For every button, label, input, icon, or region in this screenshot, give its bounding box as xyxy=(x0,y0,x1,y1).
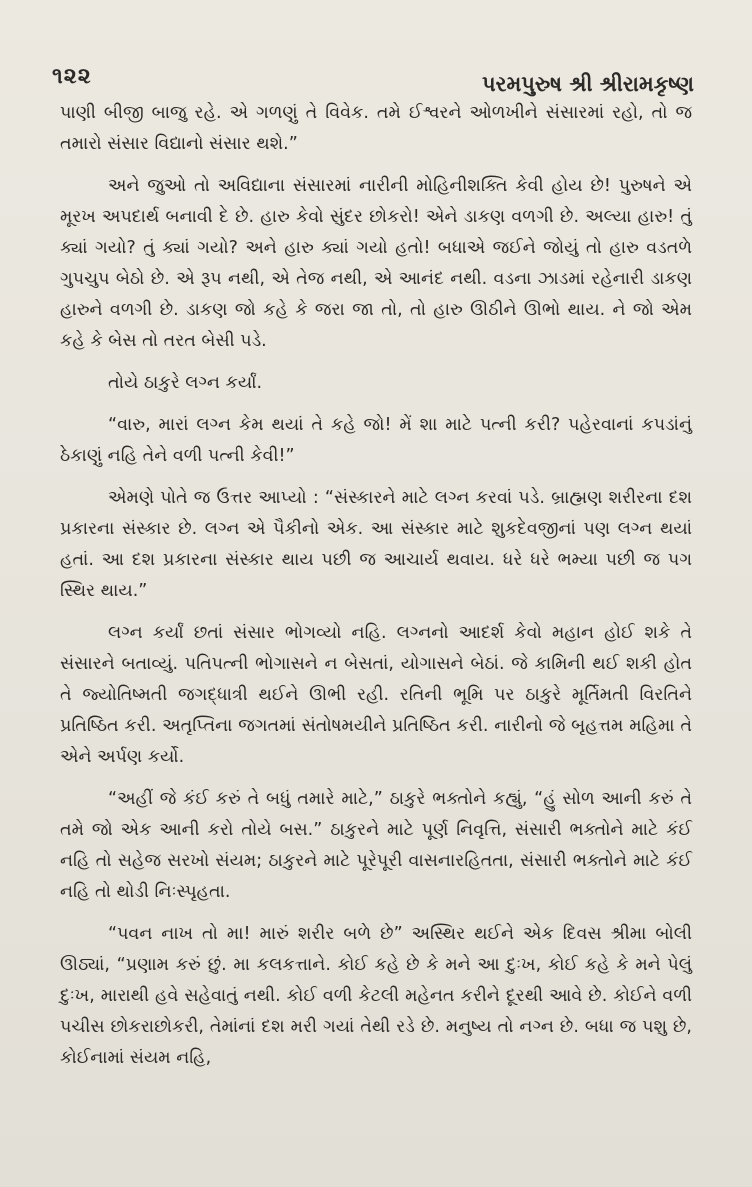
paragraph-8: “પવન નાખ તો મા! મારું શરીર બળે છે” અસ્થિર થઈને એક દિવસ શ્રીમા બોલી ઊઠ્યાં, “પ્રણામ કરું છું. મા કલકત્તાને. કોઈ કહે છે કે મને આ દુઃખ, કોઈ કહે કે મને પેલું દુઃખ, મારાથી હવે સહેવાતું નથી. કોઈ વળી કેટલી મહેનત કરીને દૂરથી આવે છે. કોઈને વળી પચીસ છોકરાછોકરી, તેમાંનાં દશ મરી ગયાં તેથી રડે છે. મનુષ્ય તો નગ્ન છે. બધા જ પશુ છે, કોઈનામાં સંયમ નહિ, xyxy=(60,924,692,1068)
body-text xyxy=(60,98,692,1074)
paragraph-4: “વારુ, મારાં લગ્ન કેમ થયાં તે કહે જો! મેં શા માટે પત્ની કરી? પહેરવાનાં કપડાંનું ઠેકાણું નહિ તેને વળી પત્ની કેવી!” xyxy=(60,415,692,466)
paragraph-6: લગ્ન કર્યાં છતાં સંસાર ભોગવ્યો નહિ. લગ્નનો આદર્શ કેવો મહાન હોઈ શકે તે સંસારને બતાવ્યું. પતિપત્ની ભોગાસને ન બેસતાં, યોગાસને બેઠાં. જે કામિની થઈ શકી હોત તે જ્યોતિષ્મતી જગદ્ધાત્રી થઈને ઊભી રહી. રતિની ભૂમિ પર ઠાકુરે મૂર્તિમતી વિરતિને પ્રતિષ્ઠિત કરી. અતૃપ્તિના જગતમાં સંતોષમયીને પ્રતિષ્ઠિત કરી. નારીનો જે બૃહત્તમ મહિમા તે એને અર્પણ કર્યો. xyxy=(60,623,692,767)
paragraph-3: તોયે ઠાકુરે લગ્ન કર્યાં. xyxy=(108,373,263,393)
page-number: ૧૨૨ xyxy=(52,64,92,89)
paragraph-2: અને જુઓ તો અવિદ્યાના સંસારમાં નારીની મોહિનીશક્તિ કેવી હોય છે! પુરુષને એ મૂરખ અપદાર્થ બનાવી દે છે. હારુ કેવો સુંદર છોકરો! એને ડાકણ વળગી છે. અલ્યા હારુ! તું ક્યાં ગયો? તું ક્યાં ગયો? અને હારુ ક્યાં ગયો હતો! બધાએ જઈને જોયું તો હારુ વડતળે ગુપચુપ બેઠો છે. એ રૂપ નથી, એ તેજ નથી, એ આનંદ નથી. વડના ઝાડમાં રહેનારી ડાકણ હારુને વળગી છે. ડાકણ જો કહે કે જરા જા તો, તો હારુ ઊઠીને ઊભો થાય. ને જો એમ કહે કે બેસ તો તરત બેસી પડે. xyxy=(60,176,692,351)
paragraph-5: એમણે પોતે જ ઉત્તર આપ્યો : “સંસ્કારને માટે લગ્ન કરવાં પડે. બ્રાહ્મણ શરીરના દશ પ્રકારના સંસ્કાર છે. લગ્ન એ પૈકીનો એક. આ સંસ્કાર માટે શુકદેવજીનાં પણ લગ્ન થયાં હતાં. આ દશ પ્રકારના સંસ્કાર થાય પછી જ આચાર્ય થવાય. ધરે ધરે ભમ્યા પછી જ પગ સ્થિર થાય.” xyxy=(60,488,692,601)
paragraph-7: “અહીં જે કંઈ કરું તે બધું તમારે માટે,” ઠાકુરે ભક્તોને કહ્યું, “હું સોળ આની કરું તે તમે જો એક આની કરો તોયે બસ.” ઠાકુરને માટે પૂર્ણ નિવૃત્તિ, સંસારી ભક્તોને માટે કંઈ નહિ તો સહેજ સરખો સંયમ; ઠાકુરને માટે પૂરેપૂરી વાસનારહિતતા, સંસારી ભક્તોને માટે કંઈ નહિ તો થોડી નિઃસ્પૃહતા. xyxy=(60,789,692,902)
running-title: પરમપુરુષ શ્રી શ્રીરામકૃષ્ણ xyxy=(481,72,694,96)
paragraph-1: પાણી બીજી બાજુ રહે. એ ગળણું તે વિવેક. તમે ઈશ્વરને ઓળખીને સંસારમાં રહો, તો જ તમારો સંસાર વિદ્યાનો સંસાર થશે.” xyxy=(60,103,692,154)
